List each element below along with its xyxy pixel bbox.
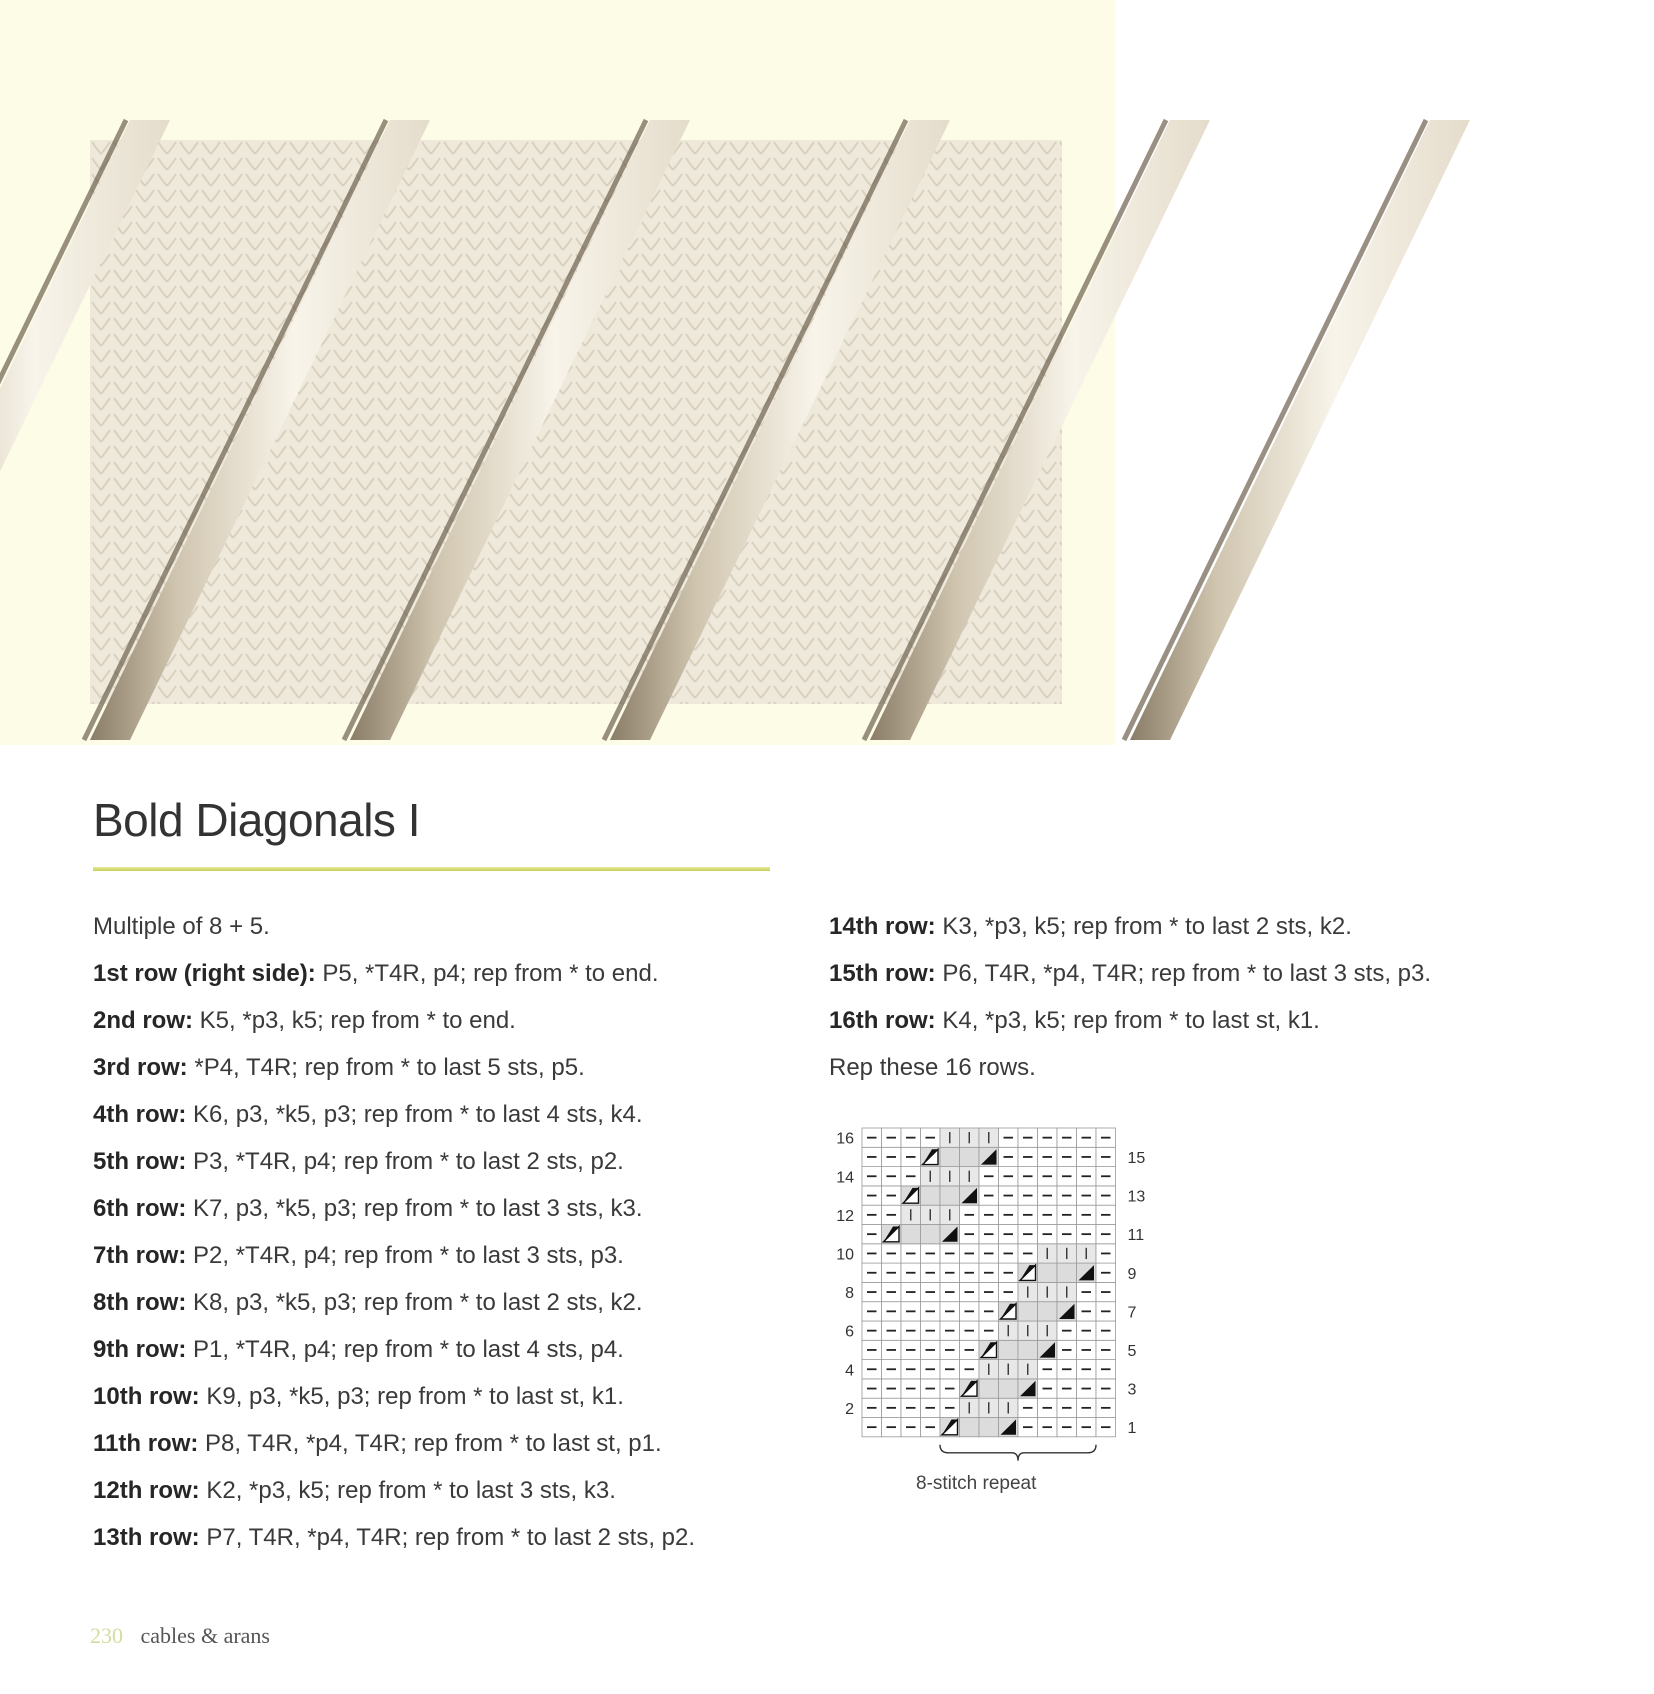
- row-label: 3rd row:: [93, 1054, 188, 1081]
- row-label: 16th row:: [829, 1007, 936, 1034]
- instruction-line: [93, 1232, 695, 1279]
- instruction-line: [829, 1044, 1431, 1091]
- instruction-line: [829, 903, 1431, 950]
- chart-cell: [1057, 1263, 1077, 1282]
- row-instruction: P8, T4R, *p4, T4R; rep from * to last st, p1.: [198, 1430, 662, 1457]
- row-number-label: 14: [836, 1169, 854, 1187]
- knit-swatch-illustration: [90, 140, 1062, 704]
- row-instruction: P6, T4R, *p4, T4R; rep from * to last 3 sts, p3.: [935, 960, 1432, 987]
- row-instruction: K5, *p3, k5; rep from * to end.: [193, 1007, 516, 1034]
- stitch-chart: [820, 1118, 1146, 1483]
- row-number-label: 10: [836, 1246, 854, 1264]
- chart-cell: [901, 1225, 921, 1244]
- row-number-label: 6: [845, 1323, 854, 1341]
- instruction-line: [93, 1044, 695, 1091]
- row-label: 11th row:: [93, 1430, 199, 1457]
- instruction-line: [93, 1514, 695, 1561]
- instructions-left-column: [93, 903, 695, 1561]
- row-label: 7th row:: [93, 1242, 187, 1269]
- chart-cell: [1038, 1263, 1058, 1282]
- row-instruction: K4, *p3, k5; rep from * to last st, k1.: [935, 1007, 1320, 1034]
- instruction-line: [93, 1279, 695, 1326]
- row-instruction: Rep these 16 rows.: [829, 1054, 1036, 1081]
- instructions-right-column: [829, 903, 1431, 1091]
- chart-cell: [979, 1418, 999, 1437]
- row-number-label: 2: [845, 1400, 854, 1418]
- row-label: 14th row:: [829, 913, 936, 940]
- row-label: 10th row:: [93, 1383, 200, 1410]
- row-number-label: 13: [1127, 1188, 1146, 1206]
- row-number-label: 12: [836, 1207, 854, 1225]
- row-number-label: 5: [1127, 1342, 1137, 1360]
- chart-cell: [1018, 1302, 1038, 1321]
- row-label: 5th row:: [93, 1148, 187, 1175]
- row-instruction: K9, p3, *k5, p3; rep from * to last st, k1.: [199, 1383, 624, 1410]
- repeat-bracket: [940, 1445, 1096, 1461]
- section-name: cables & arans: [140, 1623, 270, 1648]
- chart-cell: [921, 1186, 941, 1205]
- row-instruction: Multiple of 8 + 5.: [93, 913, 270, 940]
- row-label: 13th row:: [93, 1524, 200, 1551]
- row-number-label: 7: [1127, 1304, 1137, 1322]
- chart-cell: [979, 1379, 999, 1398]
- row-instruction: K2, *p3, k5; rep from * to last 3 sts, k3.: [199, 1477, 616, 1504]
- instruction-line: [93, 997, 695, 1044]
- row-number-label: 8: [845, 1285, 854, 1303]
- chart-cell: [999, 1340, 1019, 1359]
- row-instruction: P2, *T4R, p4; rep from * to last 3 sts, p3.: [186, 1242, 624, 1269]
- page-footer: [90, 1623, 270, 1649]
- instruction-line: [93, 1326, 695, 1373]
- chart-cell: [940, 1147, 960, 1166]
- row-number-label: 11: [1127, 1227, 1145, 1245]
- chart-cell: [960, 1147, 980, 1166]
- repeat-caption: 8-stitch repeat: [916, 1473, 1037, 1494]
- row-label: 1st row (right side):: [93, 960, 316, 987]
- row-number-label: 3: [1127, 1381, 1137, 1399]
- row-instruction: K7, p3, *k5, p3; rep from * to last 3 sts, k3.: [186, 1195, 643, 1222]
- row-number-label: 4: [845, 1362, 854, 1380]
- row-instruction: P1, *T4R, p4; rep from * to last 4 sts, p4.: [186, 1336, 624, 1363]
- instruction-line: [93, 1420, 695, 1467]
- row-instruction: P7, T4R, *p4, T4R; rep from * to last 2 sts, p2.: [199, 1524, 696, 1551]
- row-instruction: K6, p3, *k5, p3; rep from * to last 4 sts, k4.: [186, 1101, 643, 1128]
- instruction-line: [829, 950, 1431, 997]
- row-label: 4th row:: [93, 1101, 187, 1128]
- row-number-label: 16: [836, 1130, 854, 1148]
- row-number-label: 15: [1127, 1149, 1146, 1167]
- row-number-label: 1: [1127, 1420, 1137, 1438]
- row-label: 2nd row:: [93, 1007, 193, 1034]
- instruction-line: [93, 1185, 695, 1232]
- chart-cell: [940, 1186, 960, 1205]
- row-label: 15th row:: [829, 960, 936, 987]
- pattern-title: Bold Diagonals I: [93, 794, 420, 846]
- cable-shadow: [1124, 120, 1426, 740]
- row-instruction: K3, *p3, k5; rep from * to last 2 sts, k2.: [935, 913, 1352, 940]
- instruction-line: [93, 1373, 695, 1420]
- instruction-line: [93, 1138, 695, 1185]
- knit-swatch-photo: [90, 140, 1062, 704]
- chart-cell: [1038, 1302, 1058, 1321]
- cable-ridge: [1130, 120, 1470, 740]
- chart-cell: [999, 1379, 1019, 1398]
- instruction-line: [93, 903, 695, 950]
- photo-background-band: [0, 0, 1115, 745]
- page-number: 230: [90, 1623, 123, 1648]
- instruction-line: [93, 950, 695, 997]
- row-instruction: *P4, T4R; rep from * to last 5 sts, p5.: [187, 1054, 585, 1081]
- title-underline: [93, 867, 770, 871]
- chart-cell: [921, 1225, 941, 1244]
- instruction-line: [829, 997, 1431, 1044]
- row-instruction: P5, *T4R, p4; rep from * to end.: [315, 960, 659, 987]
- row-number-label: 9: [1127, 1265, 1137, 1283]
- chart-cell: [960, 1418, 980, 1437]
- row-instruction: K8, p3, *k5, p3; rep from * to last 2 sts, k2.: [186, 1289, 643, 1316]
- row-label: 6th row:: [93, 1195, 187, 1222]
- stitch-chart-grid: [820, 1118, 1146, 1478]
- row-instruction: P3, *T4R, p4; rep from * to last 2 sts, p2.: [186, 1148, 624, 1175]
- instruction-line: [93, 1091, 695, 1138]
- row-label: 8th row:: [93, 1289, 187, 1316]
- row-label: 12th row:: [93, 1477, 200, 1504]
- instruction-line: [93, 1467, 695, 1514]
- row-label: 9th row:: [93, 1336, 187, 1363]
- chart-cell: [1018, 1340, 1038, 1359]
